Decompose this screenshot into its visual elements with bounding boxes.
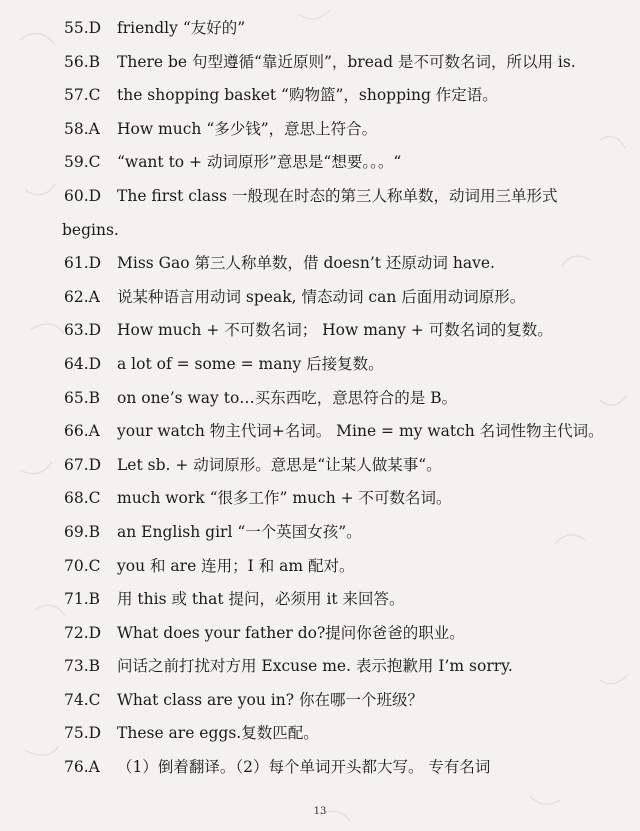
answer-row [0,46,640,80]
answer-row [0,751,640,785]
question-number: 57.C [64,86,101,105]
question-number: 71.B [64,590,101,609]
answer-row [0,314,640,348]
answer-row [0,113,640,147]
explanation-text: much work “很多工作” much + 不可数名词。 [117,489,452,508]
answer-row [0,415,640,449]
explanation-text: you 和 are 连用；I 和 am 配对。 [117,556,355,575]
explanation-text: “want to + 动词原形”意思是“想要。。。“ [117,153,402,172]
answer-row [0,79,640,113]
question-number: 61.D [64,254,102,273]
answer-row [0,684,640,718]
answer-row [0,348,640,382]
answer-row [0,482,640,516]
question-number: 62.A [64,287,100,306]
answer-row-continuation [0,214,640,248]
answer-row [0,281,640,315]
question-number: 72.D [64,623,102,642]
question-number: 67.D [64,455,102,474]
question-number: 65.B [64,388,101,407]
explanation-text: How much “多少钱”，意思上符合。 [117,119,378,138]
question-number: 75.D [64,724,102,743]
explanation-text: friendly “友好的” [117,19,246,37]
explanation-text: The first class 一般现在时态的第三人称单数，动词用三单形式 [117,186,558,205]
answer-row [0,12,640,46]
question-number: 68.C [64,489,101,508]
question-number: 76.A [64,758,100,777]
explanation-text: （1）倒着翻译。（2）每个单词开头都大写。 专有名词 [117,758,491,777]
page-number: 13 [313,806,327,817]
question-number: 63.D [64,321,102,340]
answer-row [0,650,640,684]
explanation-text: What class are you in? 你在哪一个班级？ [117,690,423,709]
answer-list [0,12,640,785]
answer-row [0,516,640,550]
question-number: 60.D [64,186,102,205]
question-number: 58.A [64,119,100,138]
question-number: 66.A [64,422,100,441]
explanation-text: on one’s way to…买东西吃，意思符合的是 B。 [117,388,458,407]
explanation-text: These are eggs.复数匹配。 [117,724,319,743]
answer-row [0,247,640,281]
answer-row [0,550,640,584]
explanation-text: How much + 不可数名词； How many + 可数名词的复数。 [117,321,553,340]
question-number: 64.D [64,354,102,373]
explanation-text: 问话之前打扰对方用 Excuse me. 表示抱歉用 I’m sorry. [117,657,513,676]
answer-row [0,382,640,416]
explanation-text: a lot of = some = many 后接复数。 [117,354,384,373]
question-number: 73.B [64,657,101,676]
answer-row [0,617,640,651]
answer-row [0,146,640,180]
question-number: 55.D [64,19,102,37]
explanation-text: your watch 物主代词+名词。 Mine = my watch 名词性物主代词。 [117,422,604,441]
answer-row [0,583,640,617]
answer-row [0,180,640,214]
question-number: 74.C [64,690,101,709]
explanation-text: What does your father do?提问你爸爸的职业。 [117,623,465,642]
explanation-text: 用 this 或 that 提问，必须用 it 来回答。 [117,590,405,609]
explanation-text: Let sb. + 动词原形。意思是“让某人做某事“。 [117,455,442,474]
question-number: 69.B [64,522,101,541]
answer-row [0,449,640,483]
explanation-text: begins. [62,220,119,239]
question-number: 70.C [64,556,101,575]
answer-row [0,717,640,751]
explanation-text: the shopping basket “购物篮”，shopping 作定语。 [117,86,498,105]
question-number: 56.B [64,52,101,71]
question-number: 59.C [64,153,101,172]
explanation-text: Miss Gao 第三人称单数，借 doesn’t 还原动词 have. [117,254,495,273]
explanation-text: an English girl “一个英国女孩”。 [117,522,362,541]
explanation-text: 说某种语言用动词 speak, 情态动词 can 后面用动词原形。 [117,287,526,306]
explanation-text: There be 句型遵循“靠近原则”，bread 是不可数名词，所以用 is. [117,52,576,71]
